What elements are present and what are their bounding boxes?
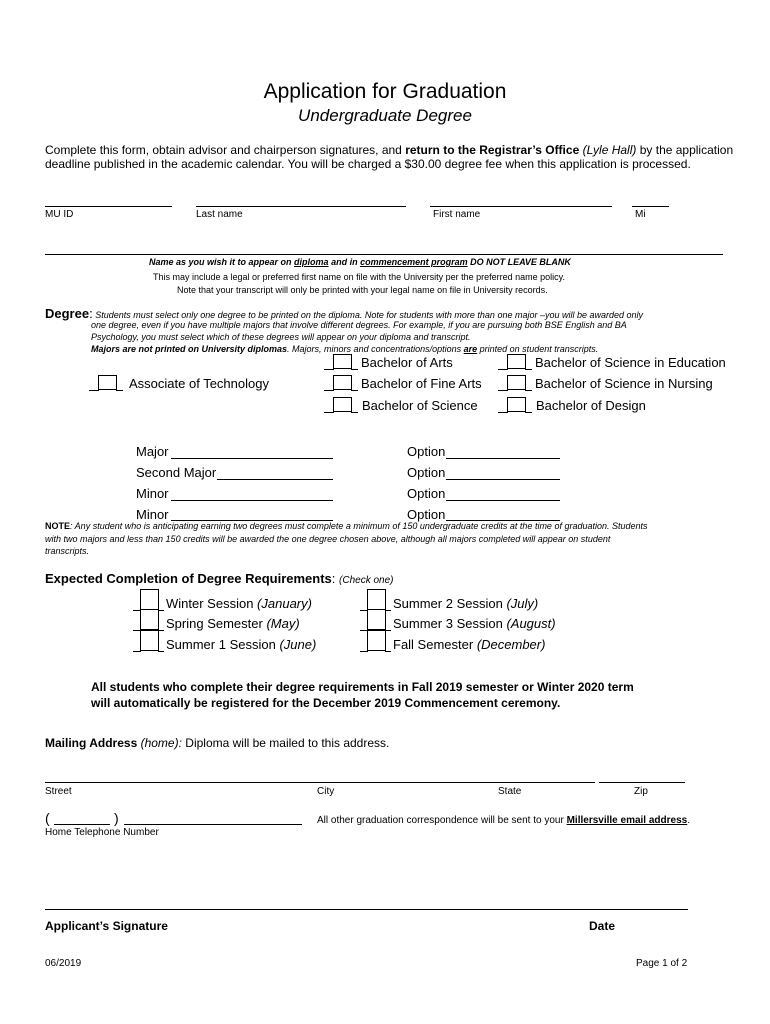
- degree-note-line-4: Majors are not printed on University diplomas. Majors, minors and concentrations/options are printed on student transcripts.: [91, 344, 599, 354]
- two-degree-note-line-1: NOTE: Any student who is anticipating earning two degrees must complete a minimum of 150 undergraduate credits at the time of graduation. Students: [45, 521, 648, 531]
- ba-label: Bachelor of Arts: [361, 355, 453, 370]
- street-label: Street: [45, 786, 72, 797]
- major-field[interactable]: [171, 458, 333, 459]
- area-code-field[interactable]: [54, 824, 110, 825]
- diploma-name-note: Name as you wish it to appear on diploma and in commencement program DO NOT LEAVE BLANK: [149, 257, 571, 267]
- completion-heading: Expected Completion of Degree Requirements: (Check one): [45, 571, 394, 586]
- degree-note-line-2: one degree, even if you have multiple majors that involve different degrees. For example, if you are pursuing both BSE English and BA: [91, 320, 627, 330]
- option-field[interactable]: [446, 479, 560, 480]
- mi-field[interactable]: [632, 206, 669, 207]
- minor-label: Minor: [136, 486, 169, 501]
- winter-session-label: Winter Session (January): [166, 596, 312, 611]
- city-label: City: [317, 786, 335, 797]
- option-field[interactable]: [446, 458, 560, 459]
- page-title: Application for Graduation: [263, 80, 507, 103]
- mi-label: Mi: [635, 209, 646, 220]
- mu-id-label: MU ID: [45, 209, 74, 220]
- option-label: Option: [407, 486, 446, 501]
- last-name-field[interactable]: [196, 206, 406, 207]
- option-label: Option: [407, 465, 446, 480]
- intro-line-2: deadline published in the academic calendar. You will be charged a $30.00 degree fee when this application is processed.: [45, 157, 691, 171]
- street-city-field[interactable]: [45, 782, 595, 783]
- mailing-address-heading: Mailing Address (home): Diploma will be mailed to this address.: [45, 736, 390, 750]
- minor-label: Minor: [136, 507, 169, 522]
- diploma-name-field[interactable]: [45, 254, 723, 255]
- transcript-name-note: Note that your transcript will only be printed with your legal name on file in University records.: [177, 285, 548, 295]
- zip-label: Zip: [634, 786, 648, 797]
- two-degree-note-line-3: transcripts.: [45, 546, 90, 556]
- second-major-field[interactable]: [217, 479, 333, 480]
- fall-semester-label: Fall Semester (December): [393, 637, 546, 652]
- bsn-label: Bachelor of Science in Nursing: [535, 376, 713, 391]
- fall-semester-checkbox[interactable]: [367, 630, 386, 651]
- summer-3-session-checkbox[interactable]: [367, 609, 386, 630]
- spring-semester-label: Spring Semester (May): [166, 616, 300, 631]
- phone-label: Home Telephone Number: [45, 827, 159, 838]
- summer-3-session-label: Summer 3 Session (August): [393, 616, 556, 631]
- bs-checkbox[interactable]: [333, 397, 352, 412]
- state-label: State: [498, 786, 522, 797]
- summer-1-session-checkbox[interactable]: [140, 630, 159, 651]
- degree-note-line-3: Psychology, you must select which of these degrees will appear on your diploma and transcript.: [91, 332, 471, 342]
- first-name-field[interactable]: [430, 206, 612, 207]
- option-label: Option: [407, 507, 446, 522]
- signature-label: Applicant’s Signature: [45, 919, 168, 933]
- bfa-label: Bachelor of Fine Arts: [361, 376, 482, 391]
- summer-2-session-checkbox[interactable]: [367, 589, 386, 610]
- area-code-open-paren: (: [45, 810, 50, 826]
- bfa-checkbox[interactable]: [333, 375, 352, 390]
- area-code-close-paren: ): [114, 810, 119, 826]
- bs-label: Bachelor of Science: [362, 398, 478, 413]
- page-number: Page 1 of 2: [636, 958, 688, 969]
- second-major-label: Second Major: [136, 465, 217, 480]
- winter-session-checkbox[interactable]: [140, 589, 159, 610]
- date-label: Date: [589, 919, 616, 933]
- auto-registration-line-1: All students who complete their degree requirements in Fall 2019 semester or Winter 2020 term: [91, 680, 634, 694]
- at-label: Associate of Technology: [129, 376, 269, 391]
- bsn-checkbox[interactable]: [507, 375, 526, 390]
- option-label: Option: [407, 444, 446, 459]
- spring-semester-checkbox[interactable]: [140, 609, 159, 630]
- two-degree-note-line-2: with two majors and less than 150 credits will be awarded the one degree chosen above, although all majors completed will appear on student: [45, 534, 611, 544]
- intro-line-1: Complete this form, obtain advisor and chairperson signatures, and return to the Registrar’s Office (Lyle Hall) by the application: [45, 143, 734, 157]
- auto-registration-line-2: will automatically be registered for the December 2019 Commencement ceremony.: [91, 696, 561, 710]
- option-field[interactable]: [446, 500, 560, 501]
- summer-1-session-label: Summer 1 Session (June): [166, 637, 317, 652]
- mu-id-field[interactable]: [45, 206, 172, 207]
- bse-label: Bachelor of Science in Education: [535, 355, 726, 370]
- major-label: Major: [136, 444, 169, 459]
- signature-field[interactable]: [45, 909, 688, 910]
- bd-label: Bachelor of Design: [536, 398, 646, 413]
- revision-date: 06/2019: [45, 958, 82, 969]
- ba-checkbox[interactable]: [333, 354, 352, 369]
- first-name-label: First name: [433, 209, 481, 220]
- phone-number-field[interactable]: [124, 824, 302, 825]
- at-checkbox[interactable]: [98, 375, 117, 390]
- zip-field[interactable]: [599, 782, 685, 783]
- last-name-label: Last name: [196, 209, 243, 220]
- page-subtitle: Undergraduate Degree: [298, 106, 472, 125]
- summer-2-session-label: Summer 2 Session (July): [393, 596, 539, 611]
- minor-field[interactable]: [171, 500, 333, 501]
- correspondence-note: All other graduation correspondence will be sent to your Millersville email address.: [317, 815, 690, 826]
- preferred-name-note: This may include a legal or preferred first name on file with the University per the preferred name policy.: [153, 272, 566, 282]
- bse-checkbox[interactable]: [507, 354, 526, 369]
- bd-checkbox[interactable]: [507, 397, 526, 412]
- degree-note-line-1: Degree: Students must select only one degree to be printed on the diploma. Note for students with more than one major –you will be awarded only: [45, 306, 644, 321]
